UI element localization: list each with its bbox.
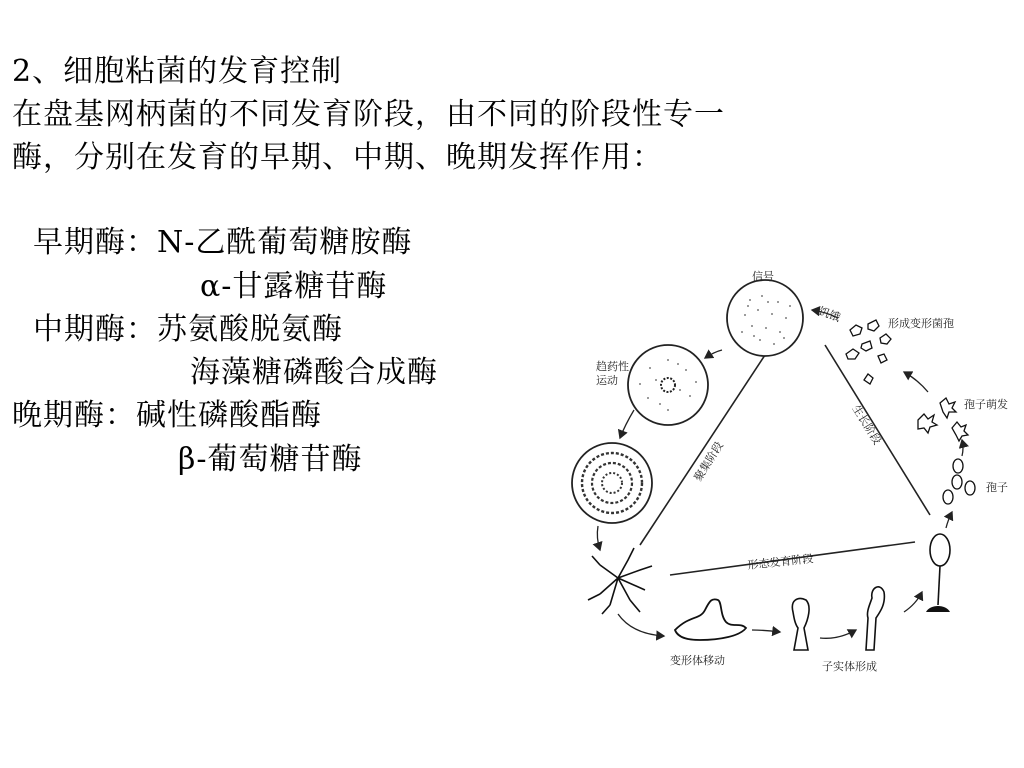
- life-cycle-diagram: [560, 255, 1024, 685]
- arrow-germination-to-amoebae: [904, 372, 928, 392]
- early-enzyme-item-2: α-甘露糖苷酶: [200, 269, 388, 304]
- arrow-signal-to-chemotaxis: [705, 350, 722, 358]
- label-morphogenesis-stage: 形态发育阶段: [746, 552, 814, 572]
- label-spores: 孢子: [986, 481, 1008, 494]
- aggregation-center: [572, 443, 652, 523]
- label-chemotaxis-line-1: 趋药性: [596, 360, 629, 373]
- chemotaxis-stage: [628, 345, 708, 425]
- slide-heading: 2、细胞粘菌的发育控制: [12, 54, 343, 89]
- arrow-streams-to-slug: [618, 614, 664, 636]
- label-aggregation-stage: 聚集阶段: [691, 439, 726, 484]
- arrow-chemotaxis-to-aggregation: [620, 410, 634, 438]
- spores: [943, 459, 975, 504]
- germinating-amoebae: [918, 398, 968, 441]
- label-growth-stage: 生长阶段: [849, 402, 884, 447]
- label-slug-migration: 变形体移动: [670, 654, 725, 667]
- arrow-aggregation-to-streams: [597, 526, 600, 550]
- label-spore-germination: 孢子萌发: [964, 398, 1008, 411]
- label-amoeba-spores: 形成变形菌孢: [888, 317, 954, 330]
- fruiting-body: [926, 534, 950, 612]
- culmination-late: [866, 587, 884, 650]
- signal-amoebae: [727, 280, 803, 356]
- early-enzyme-label: 早期酶：N-乙酰葡萄糖胺酶: [33, 225, 413, 260]
- arrow-spores-to-germination: [962, 440, 963, 456]
- arrow-late-to-fruiting: [904, 592, 922, 612]
- late-enzyme-label: 晚期酶：碱性磷酸酯酶: [12, 398, 322, 433]
- intro-line-2: 酶，分别在发育的早期、中期、晚期发挥作用：: [12, 140, 663, 175]
- middle-enzyme-label: 中期酶：苏氨酸脱氨酶: [33, 312, 343, 347]
- arrow-culmination-to-late: [820, 630, 856, 638]
- middle-enzyme-item-2: 海藻糖磷酸合成酶: [190, 355, 438, 390]
- aggregation-streams: [588, 548, 652, 614]
- late-enzyme-item-2: β-葡萄糖苷酶: [178, 442, 363, 477]
- label-chemotaxis-line-2: 运动: [596, 374, 618, 387]
- label-signal: 信号: [752, 270, 774, 283]
- label-fruiting-body-formation: 子实体形成: [822, 660, 877, 673]
- vegetative-amoebae: [846, 320, 891, 384]
- intro-line-1: 在盘基网柄菌的不同发育阶段，由不同的阶段性专一: [12, 97, 725, 132]
- label-starvation: 饥饿: [816, 304, 843, 325]
- culmination-early: [792, 599, 809, 651]
- arrow-fruiting-to-spores: [946, 512, 952, 528]
- migrating-slug: [675, 599, 746, 640]
- arrow-slug-to-culmination: [752, 630, 780, 632]
